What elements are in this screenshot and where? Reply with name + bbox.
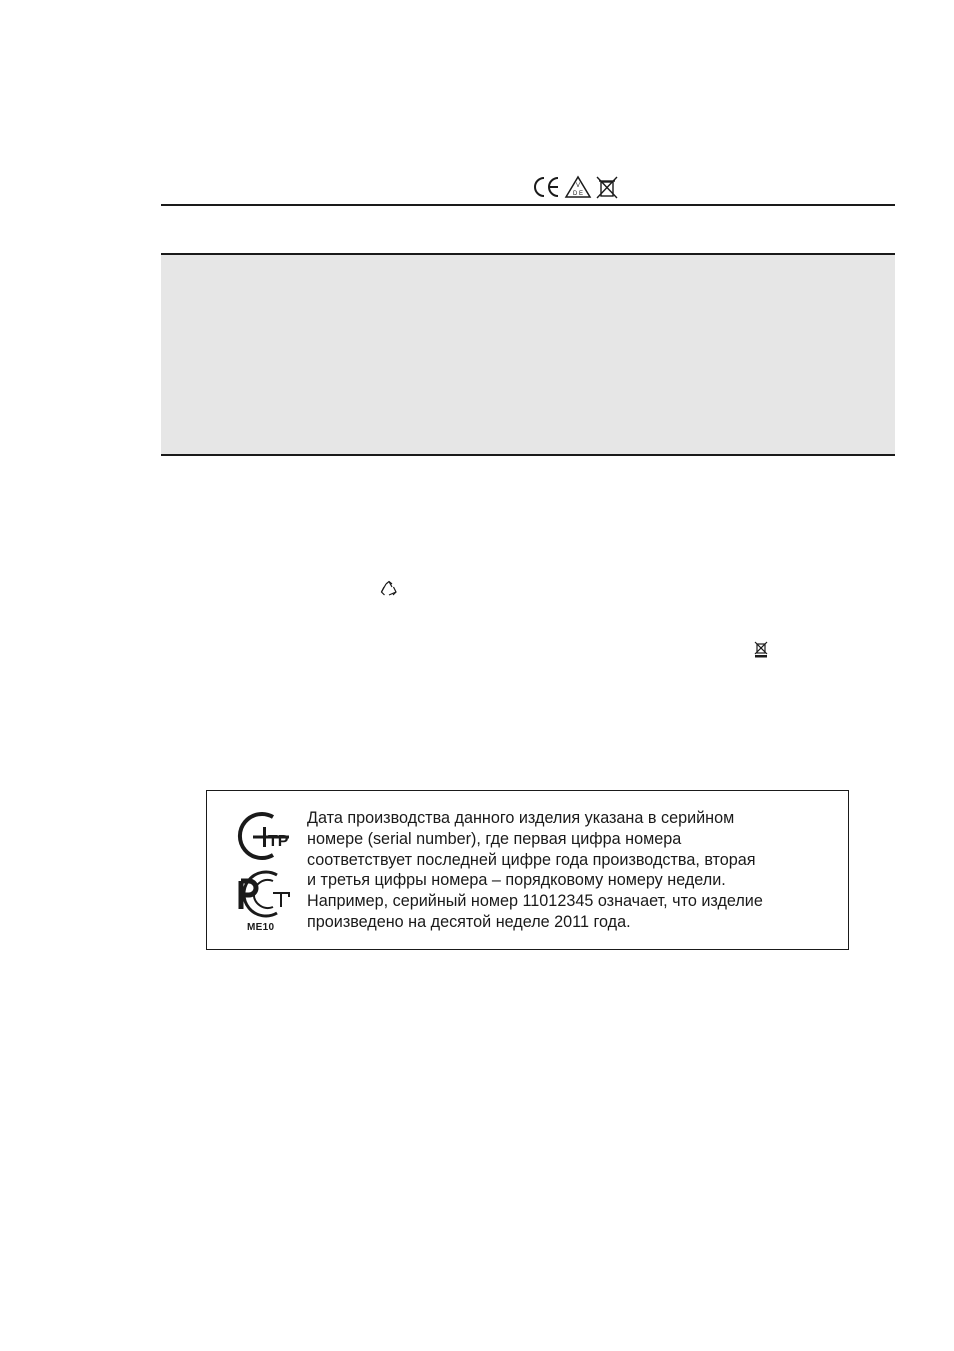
svg-text:V: V (575, 183, 581, 189)
svg-text:D E: D E (572, 191, 584, 197)
recycle-icon (380, 580, 398, 598)
ce-mark-icon (535, 178, 558, 196)
vde-mark-icon (566, 177, 590, 197)
notice-text (307, 808, 837, 933)
svg-text:ТР: ТР (268, 833, 289, 850)
rst-logo-icon (241, 872, 289, 916)
notice-line: и третья цифры номера – порядковому номеру недели. (307, 871, 726, 890)
shaded-section-2 (161, 378, 895, 456)
shaded-section-1 (161, 253, 895, 380)
notice-line: номере (serial number), где первая цифра номера (307, 829, 682, 848)
weee-bin-icon (597, 177, 617, 198)
notice-line: Дата производства данного изделия указана в серийном (307, 809, 735, 827)
certification-logos (227, 809, 297, 934)
notice-line: произведено на десятой неделе 2011 года. (307, 912, 631, 931)
certification-code: ME10 (247, 922, 275, 933)
header-rule (161, 204, 895, 206)
weee-bin-icon (754, 641, 768, 658)
production-date-notice (206, 790, 849, 950)
certification-marks (530, 174, 625, 200)
eac-tr-logo-icon (240, 814, 289, 858)
notice-line: Например, серийный номер 11012345 означает, что изделие (307, 892, 763, 911)
notice-line: соответствует последней цифре года производства, вторая (307, 850, 756, 869)
